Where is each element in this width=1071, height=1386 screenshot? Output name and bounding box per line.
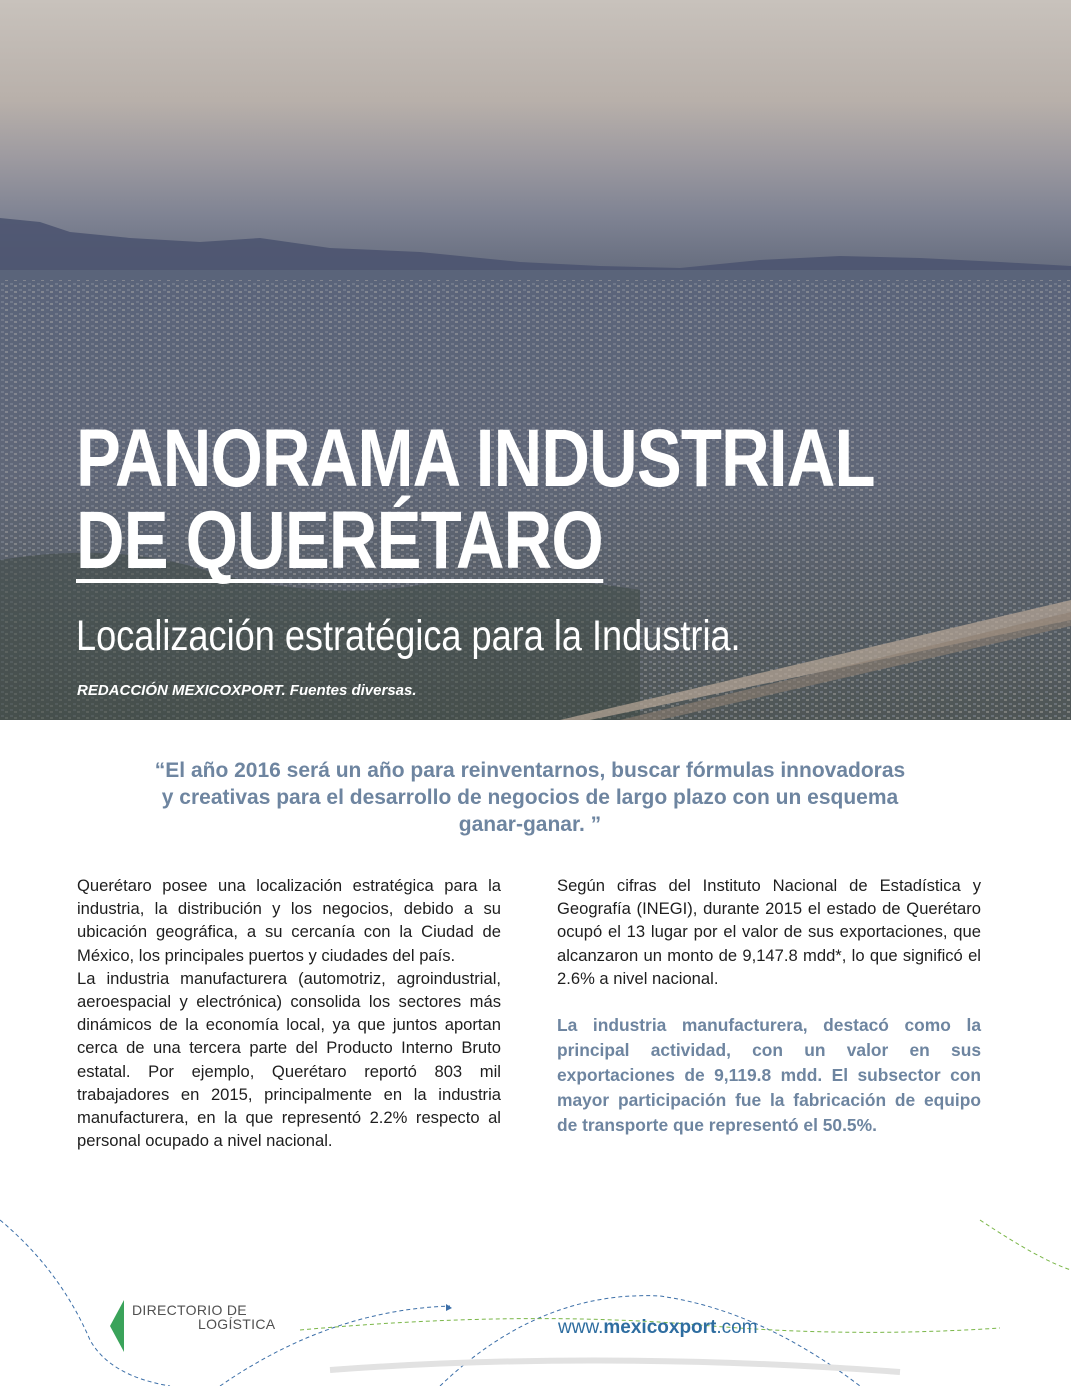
- url-brand: mexicoxport: [603, 1317, 717, 1338]
- left-column: [77, 874, 501, 1152]
- title-line-2: DE QUERÉTARO: [76, 495, 603, 586]
- directorio-logo: [108, 1300, 288, 1352]
- paragraph: Según cifras del Instituto Nacional de Estadística y Geografía (INEGI), durante 2015 el estado de Querétaro ocupó el 13 lugar por el valor de sus exportaciones, que alcanzaron un monto de 9,147.8 mdd*, lo que significó el 2.6% a nivel nacional.: [557, 876, 981, 988]
- right-column: [557, 874, 981, 1138]
- decorative-swoosh: [0, 1200, 1071, 1386]
- paragraph: Querétaro posee una localización estratégica para la industria, la distribución y los negocios, debido a su ubicación geográfica, a su cercanía con la Ciudad de México, los principales puertos y ciudades del país.: [77, 876, 501, 965]
- logo-arrow-icon: [108, 1300, 130, 1352]
- article-subtitle: Localización estratégica para la Industria.: [76, 612, 741, 660]
- logo-text-line1: DIRECTORIO DE: [132, 1302, 247, 1318]
- paragraph: La industria manufacturera (automotriz, agroindustrial, aeroespacial y electrónica) consolida los sectores más dinámicos de la economía local, ya que juntos aportan cerca de una tercera parte del Producto Interno Bruto estatal. Por ejemplo, Querétaro reportó 803 mil trabajadores en 2015, principalmente en la industria manufacturera, en la que representó 2.2% respecto al personal ocupado a nivel nacional.: [77, 968, 501, 1151]
- byline: REDACCIÓN MEXICOXPORT. Fuentes diversas.: [77, 682, 417, 699]
- title-line-1: PANORAMA INDUSTRIAL: [76, 413, 875, 504]
- website-link[interactable]: [558, 1317, 758, 1339]
- url-suffix: .com: [716, 1317, 758, 1338]
- logo-text-line2: LOGÍSTICA: [198, 1316, 276, 1332]
- pull-quote: “El año 2016 será un año para reinventarnos, buscar fórmulas innovadoras y creativas para el desarrollo de negocios de largo plazo con un esquema ganar-ganar. ”: [154, 759, 906, 836]
- url-prefix: www.: [558, 1317, 604, 1338]
- highlight-paragraph: La industria manufacturera, destacó como la principal actividad, con un valor en sus exportaciones de 9,119.8 mdd. El subsector con mayor participación fue la fabricación de equipo de transporte que representó el 50.5%.: [557, 1015, 981, 1136]
- article-title: [76, 413, 875, 586]
